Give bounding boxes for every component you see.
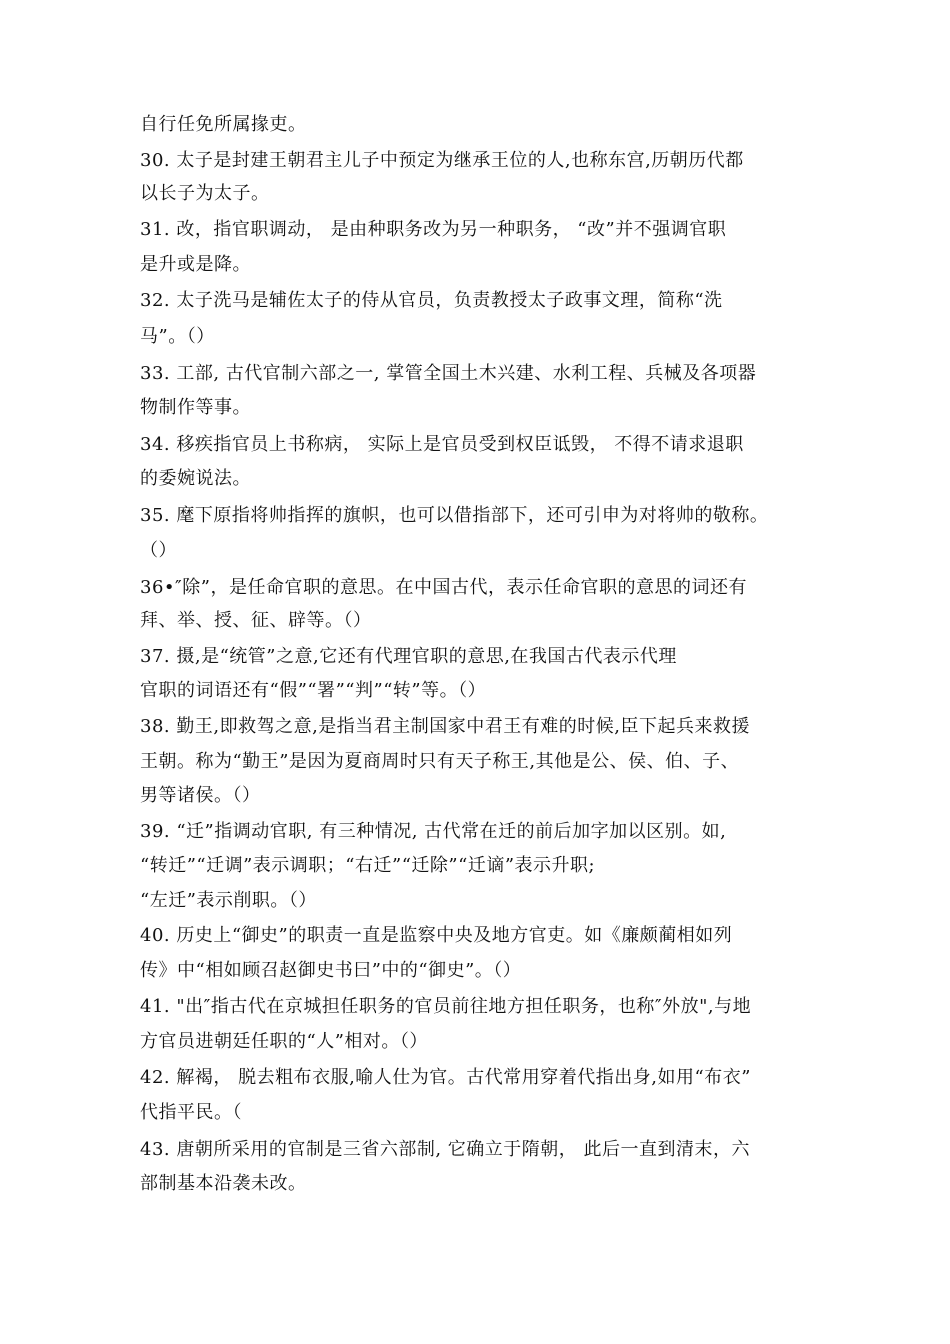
- text-line: 38. 勤王,即救驾之意,是指当君主制国家中君王有难的时候,臣下起兵来救援: [140, 716, 751, 737]
- text-line: 34. 移疾指官员上书称病， 实际上是官员受到权臣诋毁， 不得不请求退职: [140, 434, 744, 455]
- text-line: 30. 太子是封建王朝君主儿子中预定为继承王位的人,也称东宫,历朝历代都: [140, 150, 744, 171]
- text-line: 40. 历史上“御史”的职责一直是监察中央及地方官吏。如《廉颇蔺相如列: [140, 925, 733, 946]
- text-line: 31. 改，指官职调动， 是由种职务改为另一种职务， “改”并不强调官职: [140, 219, 727, 240]
- text-line: 部制基本沿袭未改。: [140, 1173, 307, 1194]
- text-line: 42. 解褐， 脱去粗布衣服,喻人仕为官。古代常用穿着代指出身,如用“布衣”: [140, 1067, 751, 1088]
- text-line: 方官员进朝廷任职的“人”相对。（）: [140, 1031, 428, 1052]
- text-line: 拜、举、授、征、辟等。（）: [140, 610, 372, 631]
- text-line: 43. 唐朝所采用的官制是三省六部制, 它确立于隋朝， 此后一直到清末，六: [140, 1139, 751, 1160]
- text-line: 的委婉说法。: [140, 468, 251, 489]
- text-line: 32. 太子洗马是辅佐太子的侍从官员，负责教授太子政事文理，简称“洗: [140, 290, 723, 311]
- text-line: 官职的词语还有“假”“署”“判”“转”等。（）: [140, 680, 487, 701]
- text-line: 是升或是降。: [140, 254, 251, 275]
- text-line: “转迁”“迁调”表示调职；“右迁”“迁除”“迁谪”表示升职;: [140, 855, 596, 876]
- text-line: 33. 工部, 古代官制六部之一, 掌管全国土木兴建、水利工程、兵械及各项器: [140, 363, 757, 384]
- text-line: “左迁”表示削职。（）: [140, 890, 317, 911]
- text-line: 37. 摄,是“统管”之意,它还有代理官职的意思,在我国古代表示代理: [140, 646, 677, 667]
- text-line: 以长子为太子。: [140, 183, 270, 204]
- text-line: 物制作等事。: [140, 397, 251, 418]
- text-line: 36•″除”，是任命官职的意思。在中国古代，表示任命官职的意思的词还有: [140, 577, 747, 598]
- text-line: 41. "出″指古代在京城担任职务的官员前往地方担任职务，也称″外放",与地: [140, 996, 752, 1017]
- text-line: 代指平民。（: [140, 1102, 242, 1123]
- text-line: 王朝。称为“勤王”是因为夏商周时只有天子称王,其他是公、侯、伯、子、: [140, 751, 740, 772]
- text-line: 35. 麾下原指将帅指挥的旗帜，也可以借指部下，还可引申为对将帅的敬称。: [140, 505, 769, 526]
- text-line: 39. “迁”指调动官职, 有三种情况, 古代常在迁的前后加字加以区别。如,: [140, 821, 727, 842]
- text-line: （）: [140, 540, 177, 561]
- text-line: 马”。（）: [140, 326, 215, 347]
- text-line: 传》中“相如顾召赵御史书曰”中的“御史”。（）: [140, 960, 522, 981]
- text-line: 男等诸侯。（）: [140, 785, 261, 806]
- text-line: 自行任免所属掾吏。: [140, 114, 307, 135]
